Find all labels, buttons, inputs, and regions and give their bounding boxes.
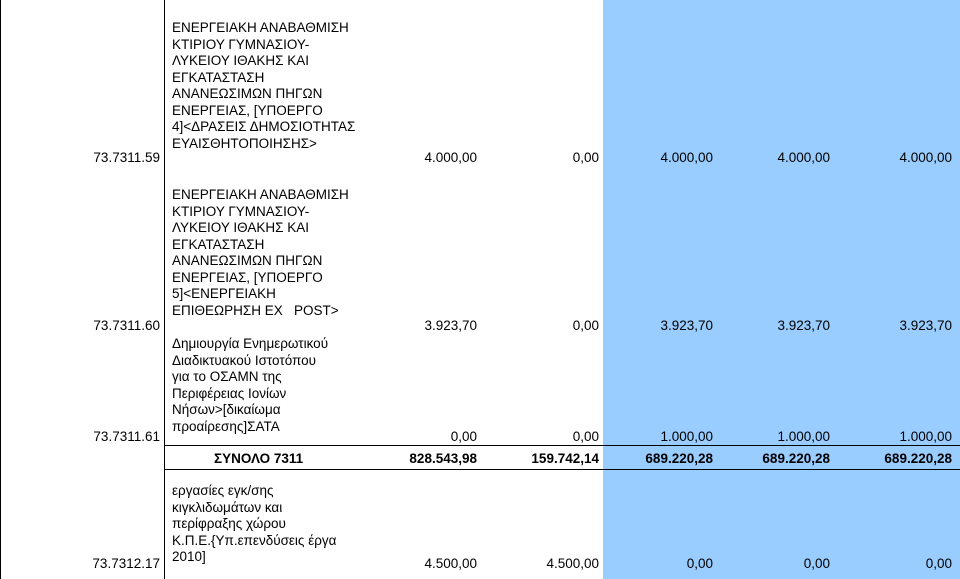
total-label: ΣΥΝΟΛΟ 7311 xyxy=(214,451,304,466)
row-code: 73.7311.60 xyxy=(93,318,160,333)
total-value-cell: 159.742,14 xyxy=(531,451,599,466)
value-cell: 1.000,00 xyxy=(660,429,713,444)
total-value-cell: 828.543,98 xyxy=(409,451,477,466)
total-value-cell: 689.220,28 xyxy=(884,451,952,466)
value-cell: 0,00 xyxy=(925,556,952,571)
total-row-top-border xyxy=(164,445,960,446)
row-code: 73.7312.17 xyxy=(92,556,160,571)
value-cell: 4.000,00 xyxy=(899,150,952,165)
value-cell: 0,00 xyxy=(572,318,599,333)
row-code: 73.7311.59 xyxy=(93,150,160,165)
total-value-cell: 689.220,28 xyxy=(762,451,830,466)
value-cell: 4.000,00 xyxy=(777,150,830,165)
value-cell: 0,00 xyxy=(803,556,830,571)
value-cell: 0,00 xyxy=(572,150,599,165)
value-cell: 4.500,00 xyxy=(546,556,599,571)
column-divider xyxy=(164,0,165,579)
value-cell: 0,00 xyxy=(450,429,477,444)
value-cell: 3.923,70 xyxy=(660,318,713,333)
value-cell: 0,00 xyxy=(686,556,713,571)
value-cell: 3.923,70 xyxy=(899,318,952,333)
row-code: 73.7311.61 xyxy=(93,429,160,444)
row-description: ΕΝΕΡΓΕΙΑΚΗ ΑΝΑΒΑΘΜΙΣΗ ΚΤΙΡΙΟΥ ΓΥΜΝΑΣΙΟΥ- ΛΥΚΕΙΟΥ ΙΘΑΚΗΣ ΚΑΙ ΕΓΚΑΤΑΣΤΑΣΗ ΑΝΑΝΕΩΣΙΜΩΝ ΠΗΓΩΝ ΕΝΕΡΓΕΙΑΣ, [ΥΠΟΕΡΓΟ 5]<ΕΝΕΡΓΕΙΑΚΗ ΕΠΙΘΕΩΡΗΣΗ ΕΧ POST> xyxy=(172,187,349,318)
value-cell: 0,00 xyxy=(572,429,599,444)
table-border-left xyxy=(0,0,1,579)
value-cell: 1.000,00 xyxy=(899,429,952,444)
value-cell: 4.500,00 xyxy=(424,556,477,571)
row-description: εργασίες εγκ/σης κιγκλιδωμάτων και περίφραξης χώρου Κ.Π.Ε.{Υπ.επενδύσεις έργα 2010] xyxy=(172,483,337,564)
highlighted-columns xyxy=(603,0,960,579)
total-row-bottom-border xyxy=(164,469,960,470)
value-cell: 4.000,00 xyxy=(424,150,477,165)
value-cell: 3.923,70 xyxy=(424,318,477,333)
value-cell: 1.000,00 xyxy=(777,429,830,444)
total-value-cell: 689.220,28 xyxy=(645,451,713,466)
row-description: Δημιουργία Ενημερωτικού Διαδικτυακού Ιστοτόπου για το ΟΣΑΜΝ της Περιφέρειας Ιονίων Νήσων>[δικαίωμα προαίρεσης]ΣΑΤΑ xyxy=(172,336,329,434)
value-cell: 4.000,00 xyxy=(660,150,713,165)
row-description: ΕΝΕΡΓΕΙΑΚΗ ΑΝΑΒΑΘΜΙΣΗ ΚΤΙΡΙΟΥ ΓΥΜΝΑΣΙΟΥ- ΛΥΚΕΙΟΥ ΙΘΑΚΗΣ ΚΑΙ ΕΓΚΑΤΑΣΤΑΣΗ ΑΝΑΝΕΩΣΙΜΩΝ ΠΗΓΩΝ ΕΝΕΡΓΕΙΑΣ, [ΥΠΟΕΡΓΟ 4]<ΔΡΑΣΕΙΣ ΔΗΜΟΣΙΟΤΗΤΑΣ ΕΥΑΙΣΘΗΤΟΠΟΙΗΣΗΣ> xyxy=(172,20,356,151)
value-cell: 3.923,70 xyxy=(777,318,830,333)
